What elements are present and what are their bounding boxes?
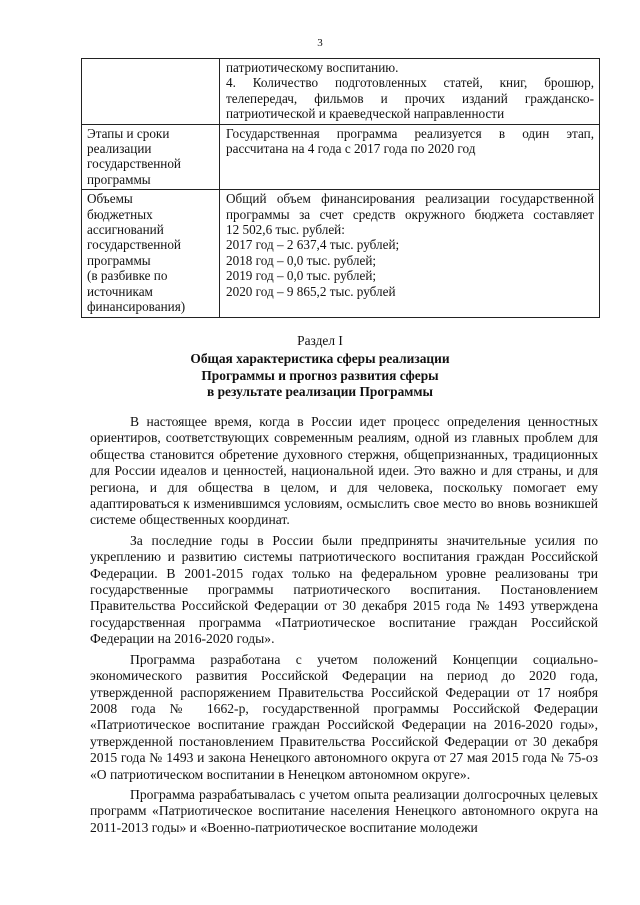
table-text-line: рассчитана на 4 года с 2017 года по 2020 год — [226, 141, 476, 157]
table-text-line: патриотическому воспитанию. — [226, 60, 399, 75]
section-title: Раздел I — [297, 333, 343, 348]
table-text-line: 2020 год – 9 865,2 тыс. рублей — [226, 283, 396, 299]
table-cell-stages-value — [220, 124, 600, 190]
heading-line: Общая характеристика сферы реализации — [190, 351, 450, 366]
table-label-line: программы — [87, 252, 151, 268]
table-cell-funding-value — [220, 190, 600, 317]
table-text-line: 12 502,6 тыс. рублей: — [226, 222, 345, 238]
table-label-line: бюджетных — [87, 206, 153, 222]
table-cell-empty — [82, 59, 220, 125]
section-heading — [0, 351, 640, 401]
table-text-line: программы за счет средств окружного бюджета составляет — [226, 206, 594, 222]
paragraph: За последние годы в России были предприняты значительные усилия по укреплению и развитию системы патриотического воспитания граждан Российской Федерации. В 2001-2015 годах только на федеральном уровне реализованы три государственные программы патриотического воспитания. Постановлением Правительства Российской Федерации от 30 декабря 2015 года № 1493 утверждена государственная программа «Патриотическое воспитание граждан Российской Федерации на 2016-2020 годы». — [90, 532, 598, 647]
table-row — [82, 124, 600, 190]
page-number: 3 — [317, 37, 323, 49]
table-label-line: ассигнований — [87, 222, 164, 238]
table-label-line: Этапы и сроки — [87, 125, 170, 141]
table-row — [82, 190, 600, 317]
paragraph: В настоящее время, когда в России идет процесс определения ценностных ориентиров, соответствующих современным реалиям, одной из главных проблем для общества становится обретение духовного стержня, общепризнанных, традиционных для России идеалов и ценностей, национальной идеи. Это важно и для страны, и для региона, и для общества в целом, и для человека, поскольку помогает ему адаптироваться к изменившимся условиям, осмыслить свое место во вновь возникшей системе общественных координат. — [90, 414, 598, 528]
table-label-line: (в разбивке по — [87, 268, 168, 284]
table-cell-funding-label — [82, 190, 220, 317]
table-text-line: Общий объем финансирования реализации государственной — [226, 191, 594, 207]
table-label-line: государственной — [87, 237, 181, 253]
table-label-line: источникам — [87, 283, 153, 299]
table-text-line: 2017 год – 2 637,4 тыс. рублей; — [226, 237, 400, 253]
table-label-line: программы — [87, 171, 151, 187]
heading-line: Программы и прогноз развития сферы — [201, 367, 439, 383]
table-cell-stages-label — [82, 124, 220, 190]
table-text-line: 4. Количество подготовленных статей, книг, брошюр, — [226, 75, 594, 91]
table-text-line: телепередач, фильмов и прочих изданий гражданско- — [226, 90, 594, 106]
table-text-line: 2019 год – 0,0 тыс. рублей; — [226, 268, 377, 284]
paragraph: Программа разрабатывалась с учетом опыта реализации долгосрочных целевых программ «Патриотическое воспитание населения Ненецкого автономного округа на 2011-2013 годы» и «Военно-патриотическое воспитание молодежи — [90, 786, 598, 835]
table-cell-indicators-continuation — [220, 59, 600, 125]
table-text-line: Государственная программа реализуется в один этап, — [226, 125, 594, 141]
table-text-line: 2018 год – 0,0 тыс. рублей; — [226, 252, 377, 268]
paragraph: Программа разработана с учетом положений Концепции социально-экономического развития Российской Федерации на период до 2020 года, утвержденной распоряжением Правительства Российской Федерации от 17 ноября 2008 года № 1662-р, государственной программы Российской Федерации «Патриотическое воспитание граждан Российской Федерации на 2016-2020 годы», утвержденной постановлением Правительства Российской Федерации от 30 декабря 2015 года № 1493 и закона Ненецкого автономного округа от 27 мая 2015 года № 75-оз «О патриотическом воспитании в Ненецком автономном округе». — [90, 651, 598, 782]
table-text-line: патриотической и краеведческой направленности — [226, 106, 505, 122]
table-label-line: реализации — [87, 141, 152, 157]
program-passport-table — [81, 58, 600, 318]
table-label-line: государственной — [87, 156, 181, 172]
table-label-line: Объемы — [87, 191, 133, 207]
heading-line: в результате реализации Программы — [207, 384, 433, 399]
body-text — [90, 414, 598, 840]
table-row — [82, 59, 600, 125]
table-label-line: финансирования) — [87, 299, 186, 315]
